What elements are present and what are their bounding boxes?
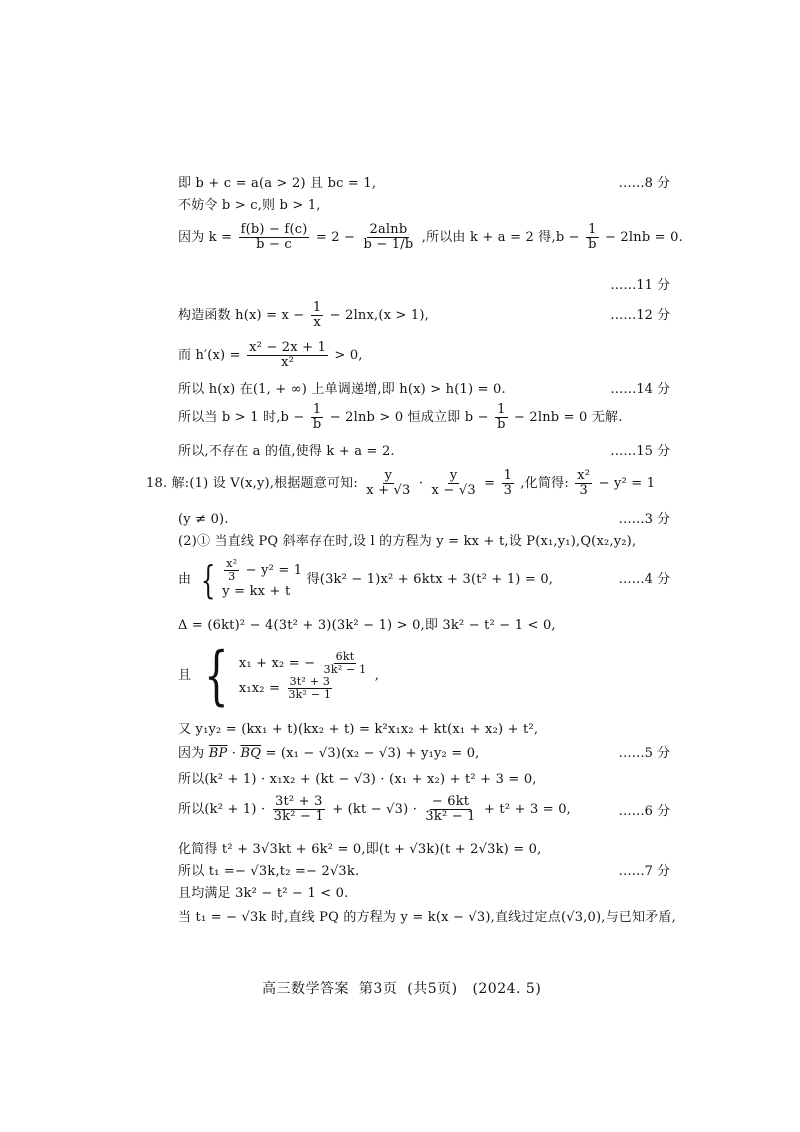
fraction-numerator: y [384, 468, 393, 483]
system-row [239, 676, 371, 701]
fraction [575, 469, 592, 498]
fraction-denominator: x [313, 315, 321, 330]
text-segment: x₁ + x₂ = − [238, 655, 316, 671]
solution-line [178, 338, 363, 374]
left-brace: { [200, 557, 216, 602]
text-segment: = (x₁ − √3)(x₂ − √3) + y₁y₂ = 0, [265, 746, 480, 761]
fraction-numerator: 3t² + 3 [275, 794, 323, 809]
fraction-denominator: b [312, 417, 322, 432]
score-mark: ……11 分 [610, 278, 670, 293]
text-segment: − y² = 1 [245, 563, 303, 578]
fraction [224, 558, 239, 583]
fraction [311, 403, 324, 432]
solution-line: 所以,不存在 a 的值,使得 k + a = 2. [178, 444, 395, 459]
solution-line: 所以 h(x) 在(1, + ∞) 上单调递增,即 h(x) > h(1) = 0. [178, 382, 506, 397]
footer-title: 高三数学答案 [262, 981, 349, 997]
text-segment: = 2 − [315, 230, 356, 245]
fraction [239, 223, 310, 252]
text-segment: · [418, 476, 424, 491]
fraction-denominator: 3k² − 1 [288, 687, 332, 701]
fraction-denominator: 3k² − 1 [273, 809, 324, 824]
score-mark: ……6 分 [618, 804, 670, 819]
fraction-numerator: 3t² + 3 [289, 674, 331, 688]
fraction-numerator: 6kt [335, 649, 355, 663]
fraction [364, 469, 412, 498]
fraction-denominator: b − 1/b [363, 237, 414, 252]
fraction-denominator: 3k² − 1 [323, 662, 367, 676]
fraction [247, 341, 328, 370]
equation-system [239, 651, 371, 701]
fraction-denominator: 3 [579, 483, 588, 498]
solution-line [178, 746, 480, 762]
fraction-numerator: x² [226, 557, 238, 570]
footer-total: (共5页) [407, 981, 458, 997]
system-row: y = kx + t [222, 584, 291, 599]
fraction [430, 469, 478, 498]
fraction-numerator: − 6kt [431, 794, 470, 809]
fraction-denominator: b [588, 237, 597, 252]
page-footer [262, 978, 541, 998]
text-segment: − y² = 1 [598, 476, 656, 491]
equation-system-line [178, 552, 553, 608]
score-mark: ……14 分 [610, 382, 670, 397]
text-segment: 因为 [178, 746, 205, 761]
text-segment: ,化简得: [520, 476, 569, 491]
score-mark: ……15 分 [610, 444, 670, 459]
solution-line: Δ = (6kt)² − 4(3t² + 3)(3k² − 1) > 0,即 3k² − t² − 1 < 0, [178, 618, 556, 633]
score-mark: ……5 分 [618, 746, 670, 761]
text-segment: − 2lnx,(x > 1), [329, 308, 429, 323]
text-segment: 所以当 b > 1 时,b − [178, 410, 305, 425]
text-segment: − 2lnb = 0 无解. [513, 410, 623, 425]
fraction-numerator: 2alnb [369, 222, 408, 237]
solution-line: 且均满足 3k² − t² − 1 < 0. [178, 886, 349, 901]
equation-system [222, 558, 302, 601]
fraction-numerator: 1 [503, 468, 513, 483]
text-segment: 由 [178, 572, 192, 587]
solution-line: 所以 t₁ =− √3k,t₂ =− 2√3k. [178, 864, 360, 879]
vector-bp: $\overline{BP}$ [208, 746, 228, 761]
system-row [239, 651, 371, 676]
solution-line [178, 400, 623, 436]
solution-line: 不妨令 b > c,则 b > 1, [178, 198, 321, 213]
text-segment: · [231, 746, 237, 761]
fraction [361, 223, 415, 252]
fraction [322, 651, 369, 676]
text-segment: , [374, 668, 380, 683]
solution-line [178, 218, 683, 258]
system-row [222, 558, 302, 583]
text-segment: 18. 解:(1) 设 V(x,y),根据题意可知: [146, 476, 358, 491]
text-segment: + t² + 3 = 0, [483, 802, 572, 817]
fraction [495, 403, 508, 432]
fraction-numerator: x² − 2x + 1 [249, 340, 327, 355]
text-segment: − 2lnb > 0 恒成立即 b − [329, 410, 489, 425]
fraction-denominator: 3 [228, 570, 236, 583]
fraction [423, 795, 477, 824]
solution-line: 所以(k² + 1) · x₁x₂ + (kt − √3) · (x₁ + x₂) + t² + 3 = 0, [178, 772, 537, 787]
score-mark: ……8 分 [618, 176, 670, 191]
footer-date: (2024. 5) [472, 981, 542, 997]
text-segment: − 2lnb = 0. [605, 230, 683, 245]
fraction-denominator: 3k² − 1 [425, 809, 476, 824]
fraction-numerator: 1 [588, 222, 597, 237]
fraction-denominator: x − √3 [431, 483, 476, 498]
solution-line: (y ≠ 0). [178, 512, 229, 527]
score-mark: ……12 分 [610, 308, 670, 323]
text-segment: 而 h′(x) = [178, 348, 241, 363]
fraction-numerator: 1 [312, 300, 322, 315]
text-segment: x₁x₂ = [238, 680, 281, 696]
fraction-denominator: b [497, 417, 506, 432]
score-mark: ……3 分 [618, 512, 670, 527]
text-segment: 且 [178, 668, 192, 683]
fraction [586, 223, 599, 252]
fraction [286, 676, 333, 701]
equation-system-line [178, 636, 379, 716]
fraction-numerator: 1 [312, 402, 322, 417]
text-segment: > 0, [334, 348, 363, 363]
text-segment: ,所以由 k + a = 2 得,b − [421, 230, 580, 245]
fraction-numerator: 1 [497, 402, 506, 417]
fraction [502, 469, 514, 498]
fraction-denominator: 3 [503, 483, 513, 498]
text-segment: 得(3k² − 1)x² + 6ktx + 3(t² + 1) = 0, [306, 572, 554, 587]
solution-line: 化简得 t² + 3√3kt + 6k² = 0,即(t + √3k)(t + 2√3k) = 0, [178, 842, 542, 857]
fraction-numerator: x² [577, 468, 591, 483]
left-brace: { [203, 638, 229, 713]
footer-page: 第3页 [358, 981, 398, 997]
fraction-denominator: x² [281, 355, 295, 370]
text-segment: 因为 k = [178, 230, 233, 245]
score-mark: ……4 分 [618, 572, 670, 587]
fraction [311, 301, 323, 330]
fraction-numerator: f(b) − f(c) [240, 222, 308, 237]
solution-line [178, 790, 571, 830]
text-segment: + (kt − √3) · [332, 802, 418, 817]
fraction [272, 795, 326, 824]
solution-line: 即 b + c = a(a > 2) 且 bc = 1, [178, 176, 377, 191]
fraction-denominator: x + √3 [366, 483, 411, 498]
question-18-line [146, 464, 655, 504]
solution-line: 当 t₁ = − √3k 时,直线 PQ 的方程为 y = k(x − √3),直线过定点(√3,0),与已知矛盾, [178, 910, 676, 925]
solution-line [178, 298, 429, 334]
text-segment: 构造函数 h(x) = x − [178, 308, 305, 323]
score-mark: ……7 分 [618, 864, 670, 879]
solution-line: (2)① 当直线 PQ 斜率存在时,设 l 的方程为 y = kx + t,设 P(x₁,y₁),Q(x₂,y₂), [178, 534, 637, 549]
solution-line: 又 y₁y₂ = (kx₁ + t)(kx₂ + t) = k²x₁x₂ + kt(x₁ + x₂) + t², [178, 722, 539, 737]
fraction-numerator: y [449, 468, 458, 483]
text-segment: = [484, 476, 496, 491]
vector-bq: $\overline{BQ}$ [240, 746, 262, 761]
text-segment: 所以(k² + 1) · [178, 802, 266, 817]
fraction-denominator: b − c [256, 237, 292, 252]
